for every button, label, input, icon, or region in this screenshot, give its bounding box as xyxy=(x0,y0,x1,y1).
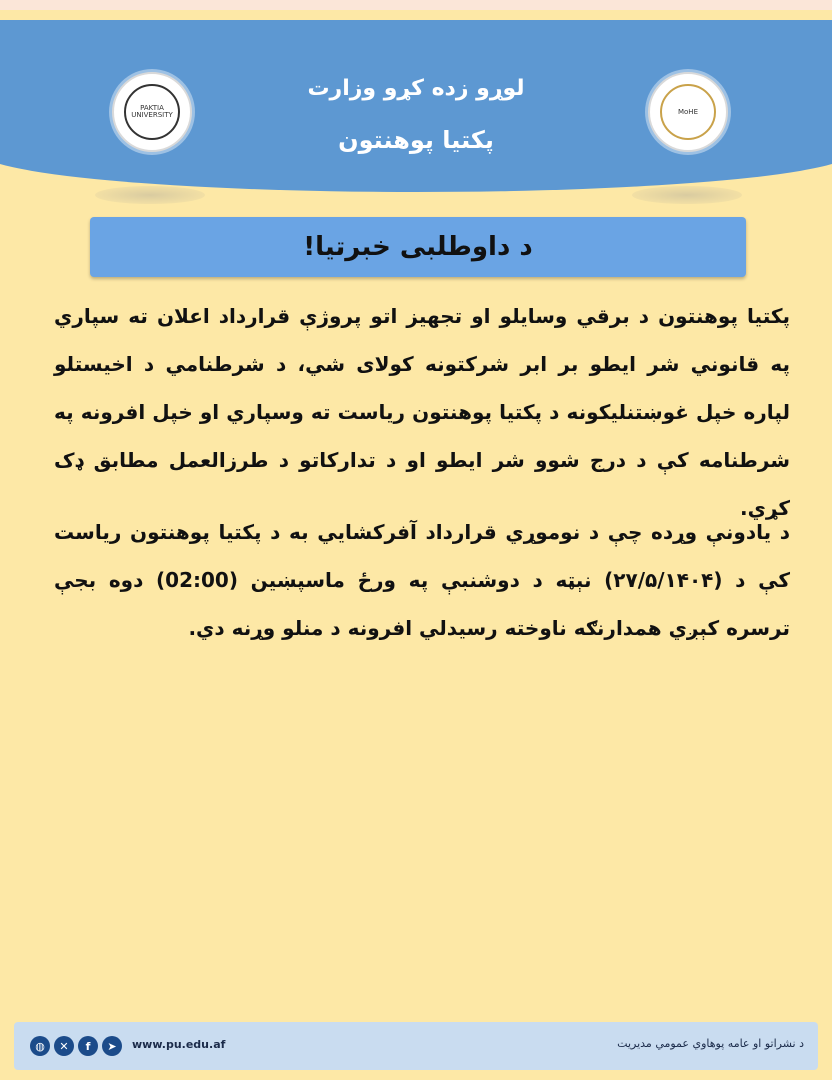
telegram-icon[interactable]: ➤ xyxy=(102,1036,122,1056)
globe-icon[interactable]: ◍ xyxy=(30,1036,50,1056)
announcement-title: د داوطلبی خبرتیا! xyxy=(303,232,533,262)
ministry-title: لوړو زده کړو وزارت xyxy=(307,76,525,101)
announcement-paragraph-2: د یادونې وړده چې د نوموړي قرارداد آفرکشایي به د پکتیا پوهنتون ریاست کې د (۲۷/۵/۱۴۰۴) نېټه د دوشنبې په ورځ ماسپښین (02:00) دوه بجې ترسره کېږي همدارنګه ناوخته رسیدلي افرونه د منلو وړنه دي. xyxy=(54,520,790,640)
university-title: پکتیا پوهنتون xyxy=(338,126,494,154)
x-icon[interactable]: ✕ xyxy=(54,1036,74,1056)
announcement-paragraph-1: پکتیا پوهنتون د برقي وسایلو او تجهیز اتو پروژې قرارداد اعلان ته سپاري په قانوني شر ایطو بر ابر شرکتونه کولای شي، د شرطنامي د اخیستلو لپاره خپل غوښتنلیکونه د پکتیا پوهنتون ریاست ته وسپاري او خپل افرونه په شرطنامه کې د درج شوو شر ایطو او د تدارکاتو د طرزالعمل مطابق ډک کړي. xyxy=(54,304,790,520)
footer-department: د نشراتو او عامه پوهاوي عمومي مدیریت xyxy=(617,1037,804,1050)
facebook-icon[interactable]: f xyxy=(78,1036,98,1056)
website-url[interactable]: www.pu.edu.af xyxy=(132,1038,226,1051)
paktia-university-seal-icon: PAKTIA UNIVERSITY xyxy=(124,84,180,140)
announcement-title-bar xyxy=(90,217,746,277)
paktia-university-logo xyxy=(112,72,192,152)
footer-bar xyxy=(14,1022,818,1070)
logo-shadow-right xyxy=(632,186,742,204)
ministry-seal-icon: MoHE xyxy=(660,84,716,140)
ministry-logo xyxy=(648,72,728,152)
top-strip xyxy=(0,0,832,10)
logo-shadow-left xyxy=(95,186,205,204)
